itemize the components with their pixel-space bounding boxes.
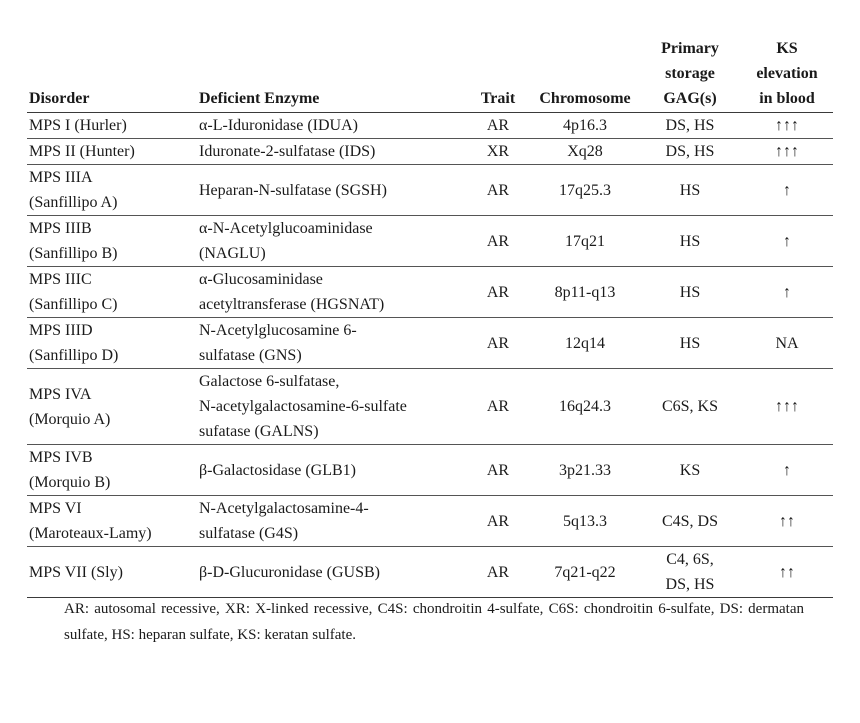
cell-gag <box>639 216 741 267</box>
table-row <box>27 445 833 496</box>
header-ks-line: KS <box>776 40 798 57</box>
table-row <box>27 139 833 165</box>
mps-table <box>27 36 833 598</box>
table-row <box>27 496 833 547</box>
cell-disorder-line: MPS VI <box>29 500 82 517</box>
table-row <box>27 113 833 139</box>
cell-chromosome: 17q21 <box>565 232 605 250</box>
cell-disorder <box>27 369 197 445</box>
cell-trait: AR <box>486 232 510 250</box>
cell-disorder <box>27 547 197 598</box>
cell-enzyme <box>197 369 465 445</box>
cell-disorder-line: MPS VII (Sly) <box>29 563 123 581</box>
cell-disorder-line: MPS IIIC <box>29 271 92 288</box>
cell-enzyme <box>197 216 465 267</box>
cell-disorder-line: MPS II (Hunter) <box>29 143 135 160</box>
cell-disorder-line: (Sanfillipo A) <box>29 194 118 211</box>
cell-ks: ↑↑↑ <box>775 117 799 134</box>
table-row <box>27 369 833 445</box>
cell-enzyme <box>197 496 465 547</box>
cell-ks: ↑↑ <box>779 563 795 581</box>
cell-disorder-line: MPS IVA <box>29 385 92 403</box>
cell-gag <box>639 139 741 165</box>
cell-disorder <box>27 267 197 318</box>
cell-trait: AR <box>486 398 510 415</box>
cell-enzyme-line: Galactose 6-sulfatase, <box>199 373 340 390</box>
header-gag <box>639 36 741 113</box>
header-chromosome: Chromosome <box>539 90 631 107</box>
mps-table-container <box>27 36 833 598</box>
cell-enzyme <box>197 113 465 139</box>
cell-chromosome: 17q25.3 <box>559 181 611 199</box>
header-ks-line: elevation <box>756 65 818 82</box>
cell-enzyme-line: (NAGLU) <box>199 245 266 262</box>
header-gag-line: storage <box>665 65 715 82</box>
cell-enzyme <box>197 547 465 598</box>
cell-enzyme-line: β-D-Glucuronidase (GUSB) <box>199 563 380 581</box>
table-row <box>27 547 833 598</box>
header-trait: Trait <box>480 90 516 107</box>
cell-gag <box>639 445 741 496</box>
header-gag-line: GAG(s) <box>663 90 717 107</box>
cell-disorder <box>27 496 197 547</box>
cell-trait: AR <box>486 512 510 530</box>
cell-ks: ↑ <box>783 232 791 250</box>
cell-disorder-line: (Maroteaux-Lamy) <box>29 525 152 542</box>
cell-disorder-line: MPS IIIB <box>29 220 92 237</box>
header-enzyme: Deficient Enzyme <box>199 90 320 107</box>
cell-enzyme <box>197 165 465 216</box>
cell-trait: AR <box>486 181 510 199</box>
header-ks-line: in blood <box>759 90 815 107</box>
cell-trait: AR <box>486 461 510 479</box>
cell-disorder-line: (Morquio A) <box>29 410 111 428</box>
cell-disorder <box>27 113 197 139</box>
cell-ks: ↑↑↑ <box>775 398 799 415</box>
cell-enzyme-line: β-Galactosidase (GLB1) <box>199 461 356 479</box>
cell-enzyme <box>197 318 465 369</box>
cell-gag-line: DS, HS <box>665 576 715 593</box>
cell-disorder-line: (Morquio B) <box>29 474 111 491</box>
cell-enzyme <box>197 445 465 496</box>
cell-gag-line: HS <box>679 181 701 199</box>
cell-enzyme-line: α-Glucosaminidase <box>199 271 323 288</box>
cell-gag <box>639 318 741 369</box>
table-footnote: AR: autosomal recessive, XR: X-linked recessive, C4S: chondroitin 4-sulfate, C6S: chondroitin 6-sulfate, DS: dermatan sulfate, HS: heparan sulfate, KS: keratan sulfate. <box>64 601 804 643</box>
cell-gag-line: HS <box>679 283 701 301</box>
cell-enzyme-line: α-N-Acetylglucoaminidase <box>199 220 373 237</box>
cell-ks: ↑↑↑ <box>775 143 799 160</box>
cell-chromosome: 3p21.33 <box>559 461 611 479</box>
cell-enzyme-line: acetyltransferase (HGSNAT) <box>199 296 385 313</box>
cell-enzyme-line: sulfatase (GNS) <box>199 347 302 364</box>
cell-ks: ↑ <box>783 283 791 301</box>
cell-disorder <box>27 318 197 369</box>
cell-gag <box>639 113 741 139</box>
cell-chromosome: 5q13.3 <box>563 512 607 530</box>
cell-gag-line: DS, HS <box>665 117 715 134</box>
table-row <box>27 216 833 267</box>
header-ks <box>741 36 833 113</box>
cell-enzyme-line: N-Acetylglucosamine 6- <box>199 322 357 339</box>
cell-trait: AR <box>486 117 510 134</box>
cell-gag <box>639 496 741 547</box>
cell-chromosome: 7q21-q22 <box>554 563 616 581</box>
cell-enzyme-line: sulfatase (G4S) <box>199 525 299 542</box>
cell-gag <box>639 369 741 445</box>
cell-enzyme-line: α-L-Iduronidase (IDUA) <box>199 117 358 134</box>
cell-disorder-line: MPS IIID <box>29 322 93 339</box>
cell-gag-line: KS <box>679 461 701 479</box>
cell-enzyme <box>197 267 465 318</box>
cell-gag <box>639 547 741 598</box>
cell-chromosome: 8p11-q13 <box>554 283 616 301</box>
table-row <box>27 318 833 369</box>
cell-gag-line: C4, 6S, <box>666 551 714 568</box>
table-body <box>27 113 833 598</box>
cell-enzyme-line: Heparan-N-sulfatase (SGSH) <box>199 181 387 199</box>
cell-chromosome: Xq28 <box>567 143 603 160</box>
cell-gag-line: C6S, KS <box>661 398 719 415</box>
cell-chromosome: 4p16.3 <box>563 117 607 134</box>
cell-disorder <box>27 216 197 267</box>
cell-disorder-line: (Sanfillipo D) <box>29 347 119 364</box>
cell-trait: AR <box>486 563 510 581</box>
cell-trait: AR <box>486 334 510 352</box>
cell-disorder-line: MPS IVB <box>29 449 93 466</box>
table-row <box>27 267 833 318</box>
cell-disorder-line: MPS I (Hurler) <box>29 117 127 134</box>
cell-gag-line: HS <box>679 232 701 250</box>
cell-trait: AR <box>486 283 510 301</box>
cell-gag-line: HS <box>679 334 701 352</box>
cell-chromosome: 12q14 <box>565 334 605 352</box>
cell-trait: XR <box>486 143 510 160</box>
cell-disorder-line: (Sanfillipo C) <box>29 296 118 313</box>
cell-gag-line: DS, HS <box>665 143 715 160</box>
header-disorder: Disorder <box>29 90 90 107</box>
cell-ks: NA <box>775 334 799 352</box>
cell-disorder-line: MPS IIIA <box>29 169 93 186</box>
cell-disorder <box>27 139 197 165</box>
table-row <box>27 165 833 216</box>
cell-ks: ↑ <box>783 461 791 479</box>
cell-enzyme <box>197 139 465 165</box>
header-gag-line: Primary <box>661 40 719 57</box>
cell-chromosome: 16q24.3 <box>559 398 611 415</box>
cell-gag-line: C4S, DS <box>661 512 719 530</box>
cell-disorder <box>27 165 197 216</box>
cell-disorder-line: (Sanfillipo B) <box>29 245 118 262</box>
cell-enzyme-line: sufatase (GALNS) <box>199 423 319 440</box>
cell-ks: ↑↑ <box>779 512 795 530</box>
table-header-row <box>27 36 833 113</box>
cell-ks: ↑ <box>783 181 791 199</box>
cell-disorder <box>27 445 197 496</box>
cell-enzyme-line: N-Acetylgalactosamine-4- <box>199 500 369 517</box>
cell-gag <box>639 165 741 216</box>
cell-enzyme-line: Iduronate-2-sulfatase (IDS) <box>199 143 376 160</box>
cell-gag <box>639 267 741 318</box>
cell-enzyme-line: N-acetylgalactosamine-6-sulfate <box>199 398 407 415</box>
